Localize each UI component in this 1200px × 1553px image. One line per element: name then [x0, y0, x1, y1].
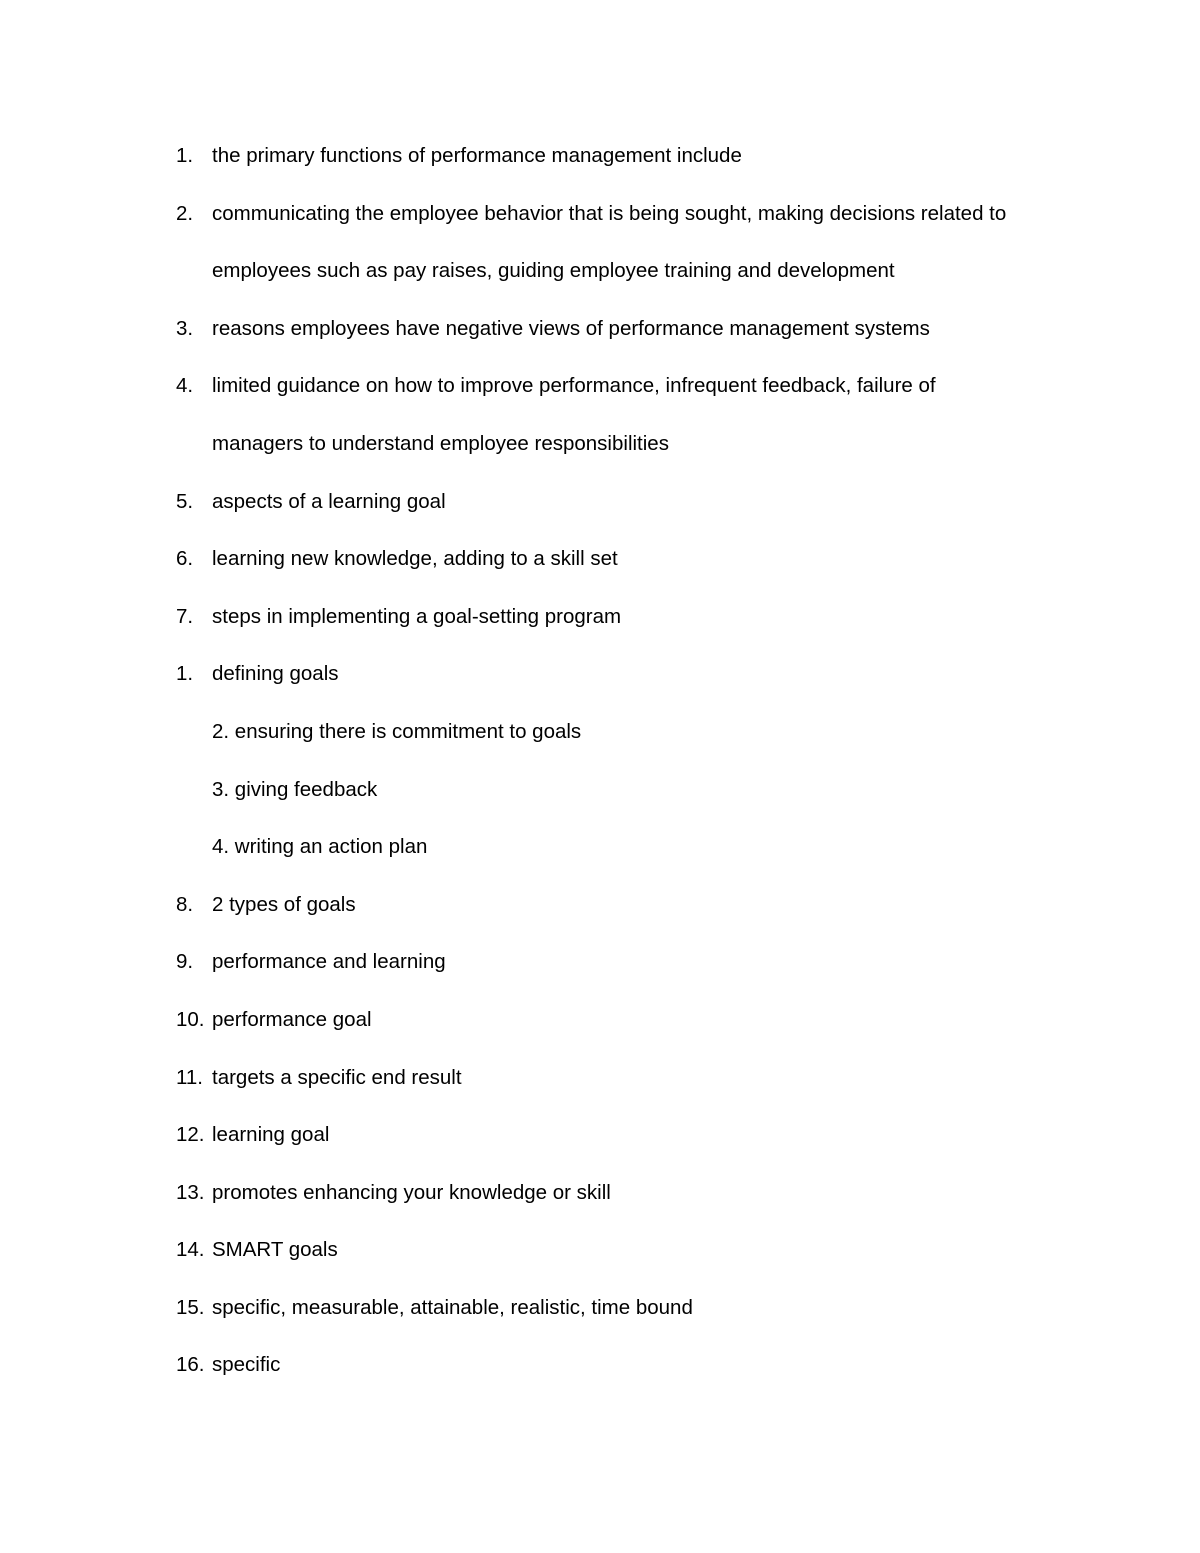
list-text: employees such as pay raises, guiding employee training and development: [212, 259, 895, 283]
list-item: [0, 1221, 1200, 1279]
list-item: [0, 300, 1200, 358]
list-text: promotes enhancing your knowledge or skill: [212, 1180, 611, 1204]
list-text: learning new knowledge, adding to a skill set: [212, 547, 618, 571]
list-text: the primary functions of performance management include: [212, 144, 742, 167]
list-text: defining goals: [212, 662, 339, 686]
list-text: performance and learning: [212, 950, 446, 974]
list-number: 1.: [176, 662, 194, 686]
list-number: 14.: [176, 1238, 205, 1262]
list-text: 2. ensuring there is commitment to goals: [212, 719, 582, 743]
list-number: 13.: [176, 1180, 205, 1204]
list-item: [0, 1336, 1200, 1394]
sub-list-item: [0, 761, 1200, 819]
list-item: [0, 357, 1200, 415]
list-number: 6.: [176, 547, 194, 571]
list-number: 11.: [176, 1065, 203, 1089]
list-text: 3. giving feedback: [212, 777, 378, 801]
list-item: [0, 1279, 1200, 1337]
list-number: 4.: [176, 374, 194, 398]
sub-list-item: [0, 703, 1200, 761]
list-item: [0, 473, 1200, 531]
list-item: [0, 588, 1200, 646]
list-number: 9.: [176, 950, 194, 974]
list-item: [0, 1049, 1200, 1107]
list-text: SMART goals: [212, 1238, 338, 1262]
list-text: 4. writing an action plan: [212, 835, 428, 859]
list-number: 5.: [176, 489, 194, 513]
list-item: [0, 933, 1200, 991]
list-text: learning goal: [212, 1123, 330, 1147]
list-text: specific, measurable, attainable, realistic, time bound: [212, 1295, 693, 1319]
list-item: [0, 645, 1200, 703]
list-text: communicating the employee behavior that is being sought, making decisions related to: [212, 201, 1007, 225]
list-item: [0, 127, 1200, 185]
list-number: 15.: [176, 1295, 205, 1319]
list-text: performance goal: [212, 1007, 372, 1031]
list-text: limited guidance on how to improve performance, infrequent feedback, failure of: [212, 374, 936, 398]
list-text: aspects of a learning goal: [212, 489, 446, 513]
list-number: 10.: [176, 1007, 205, 1031]
list-item: [0, 185, 1200, 243]
list-number: 2.: [176, 201, 194, 225]
numbered-list: [0, 127, 1200, 1394]
sub-list-item: [0, 818, 1200, 876]
list-number: 12.: [176, 1123, 205, 1147]
list-text: targets a specific end result: [212, 1065, 462, 1089]
list-number: 1.: [176, 144, 194, 167]
list-item-continuation: [0, 242, 1200, 300]
list-text: managers to understand employee responsibilities: [212, 431, 669, 455]
list-text: 2 types of goals: [212, 892, 356, 916]
list-item: [0, 1106, 1200, 1164]
list-item-continuation: [0, 415, 1200, 473]
list-number: 16.: [176, 1353, 205, 1377]
list-text: specific: [212, 1353, 281, 1377]
list-number: 7.: [176, 604, 194, 628]
list-item: [0, 1164, 1200, 1222]
list-item: [0, 876, 1200, 934]
list-item: [0, 991, 1200, 1049]
list-item: [0, 530, 1200, 588]
list-number: 8.: [176, 892, 194, 916]
list-text: reasons employees have negative views of performance management systems: [212, 316, 930, 340]
list-text: steps in implementing a goal-setting program: [212, 604, 622, 628]
list-number: 3.: [176, 316, 194, 340]
